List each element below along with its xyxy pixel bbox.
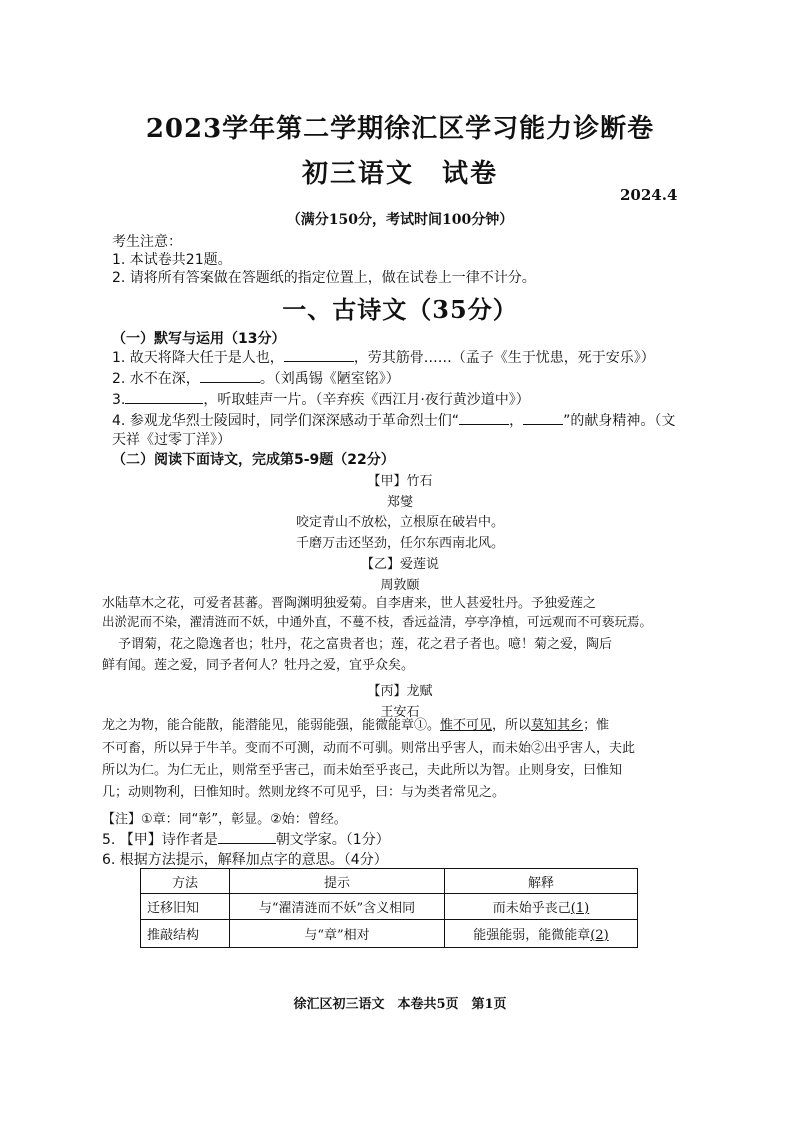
table-header-explanation: 解释: [445, 869, 638, 894]
table-cell-explanation-text: 而未始乎丧己: [492, 901, 571, 916]
table-row: [141, 894, 638, 920]
q1-text-post: ，劳其筋骨……（孟子《生于忧患，死于安乐》）: [353, 350, 655, 366]
question-6: 6. 根据方法提示，解释加点字的意思。（4分）: [102, 852, 388, 868]
table-header-method: 方法: [141, 869, 230, 894]
exam-subtitle: 初三语文 试卷: [301, 159, 498, 189]
text-bing-line-4: 几；动则物利，曰惟知时。然则龙终不可见乎，曰：与为类者常见之。: [102, 785, 506, 800]
text-yi-author: 周敦颐: [380, 578, 420, 593]
text-yi-p2-line-2: 鲜有闻。莲之爱，同予者何人？牡丹之爱，宜乎众矣。: [102, 658, 415, 673]
q4-answer-blank-2[interactable]: [523, 410, 563, 425]
table-cell-method: 迁移旧知: [141, 894, 230, 920]
table-row: [141, 920, 638, 948]
text-bing-line-1-c: ；惟: [583, 718, 610, 733]
question-2: [112, 368, 400, 388]
exam-date: 2024.4: [620, 186, 678, 204]
question-5: [102, 829, 390, 849]
text-bing-note: 【注】①章：同“彰”，彰显。②始：曾经。: [102, 812, 347, 827]
question-4-line-2: 天祥《过零丁洋》）: [112, 432, 231, 448]
table-answer-slot-1[interactable]: (1): [570, 901, 590, 916]
q5-text-post: 朝文学家。（1分）: [275, 832, 390, 848]
text-bing-underline-2: 莫知其乡: [531, 718, 584, 733]
q4-text-post: ”的献身精神。（文: [563, 413, 676, 429]
text-bing-underline-1: 惟不可见: [440, 718, 493, 733]
q3-answer-blank[interactable]: [125, 389, 203, 404]
text-yi-p2-line-1: 予谓菊，花之隐逸者也；牡丹，花之富贵者也；莲，花之君子者也。噫！菊之爱，陶后: [118, 637, 613, 652]
poem-jia-line-1: 咬定青山不放松，立根原在破岩中。: [295, 515, 504, 530]
text-bing-label: 【丙】龙赋: [367, 684, 433, 699]
table-cell-explanation: [445, 920, 638, 948]
page-footer: 徐汇区初三语文 本卷共5页 第1页: [293, 997, 507, 1012]
q4-answer-blank-1[interactable]: [459, 410, 509, 425]
poem-jia-line-2: 千磨万击还坚劲，任尔东西南北风。: [295, 536, 504, 551]
q3-text-post: ，听取蛙声一片。（辛弃疾《西江月·夜行黄沙道中》）: [203, 392, 530, 408]
table-cell-hint: 与“章”相对: [230, 920, 445, 948]
table-cell-explanation: [445, 894, 638, 920]
question-1: [112, 347, 655, 367]
score-info: （满分150分，考试时间100分钟）: [286, 212, 514, 228]
q5-answer-blank[interactable]: [218, 829, 276, 844]
q2-text-pre: 2. 水不在深，: [112, 371, 200, 387]
poem-jia-author: 郑燮: [386, 495, 413, 510]
notice-item-1: 1. 本试卷共21题。: [112, 252, 232, 268]
q4-text-mid: ，: [509, 413, 524, 429]
text-bing-line-2: 不可畜，所以异于牛羊。变而不可测，动而不可驯。则常出乎害人，而未始②出乎害人，夫此: [102, 741, 636, 756]
q2-text-post: 。（刘禹锡《陋室铭》）: [259, 371, 400, 387]
text-bing-line-1-a: 龙之为物，能合能散，能潜能见，能弱能强，能微能章①。: [102, 718, 441, 733]
q1-text-pre: 1. 故天将降大任于是人也，: [112, 350, 284, 366]
text-bing-line-1-b: ，所以: [492, 718, 532, 733]
question-3: [112, 389, 530, 409]
text-bing-author: 王安石: [380, 705, 420, 720]
q4-text-pre: 4. 参观龙华烈士陵园时，同学们深深感动于革命烈士们“: [112, 413, 460, 429]
q1-answer-blank[interactable]: [284, 347, 354, 362]
text-bing-line-3: 所以为仁。为仁无止，则常至乎害己，而未始至乎丧己，夫此所以为智。止则身安，曰惟知: [102, 763, 623, 778]
text-yi-label: 【乙】爱莲说: [360, 557, 439, 572]
exam-title: 2023学年第二学期徐汇区学习能力诊断卷: [145, 114, 655, 144]
part1-heading: （一）默写与运用（13分）: [112, 331, 286, 347]
table-answer-slot-2[interactable]: (2): [590, 928, 609, 943]
table-header-row: [141, 869, 638, 894]
q2-answer-blank[interactable]: [200, 368, 260, 383]
poem-jia-label: 【甲】竹石: [367, 474, 433, 489]
table-cell-method: 推敲结构: [141, 920, 230, 948]
q5-text-pre: 5. 【甲】诗作者是: [102, 832, 218, 848]
table-cell-hint: 与“濯清涟而不妖”含义相同: [230, 894, 445, 920]
notice-item-2: 2. 请将所有答案做在答题纸的指定位置上，做在试卷上一律不计分。: [112, 270, 536, 286]
part2-heading: （二）阅读下面诗文，完成第5-9题（22分）: [112, 452, 395, 468]
answer-table: [140, 868, 638, 948]
notice-heading: 考生注意：: [112, 234, 182, 250]
text-yi-p1-line-2: 出淤泥而不染，濯清涟而不妖，中通外直，不蔓不枝，香远益清，亭亭净植，可远观而不可亵玩焉。: [102, 614, 653, 629]
text-yi-p1-line-1: 水陆草木之花，可爱者甚蕃。晋陶渊明独爱菊。自李唐来，世人甚爱牡丹。予独爱莲之: [102, 596, 597, 611]
section-title: 一、古诗文（35分）: [282, 295, 518, 324]
table-cell-explanation-text: 能强能弱，能微能章: [473, 928, 591, 943]
q3-text-pre: 3.: [112, 392, 126, 408]
table-header-hint: 提示: [230, 869, 445, 894]
question-4: [112, 410, 675, 430]
